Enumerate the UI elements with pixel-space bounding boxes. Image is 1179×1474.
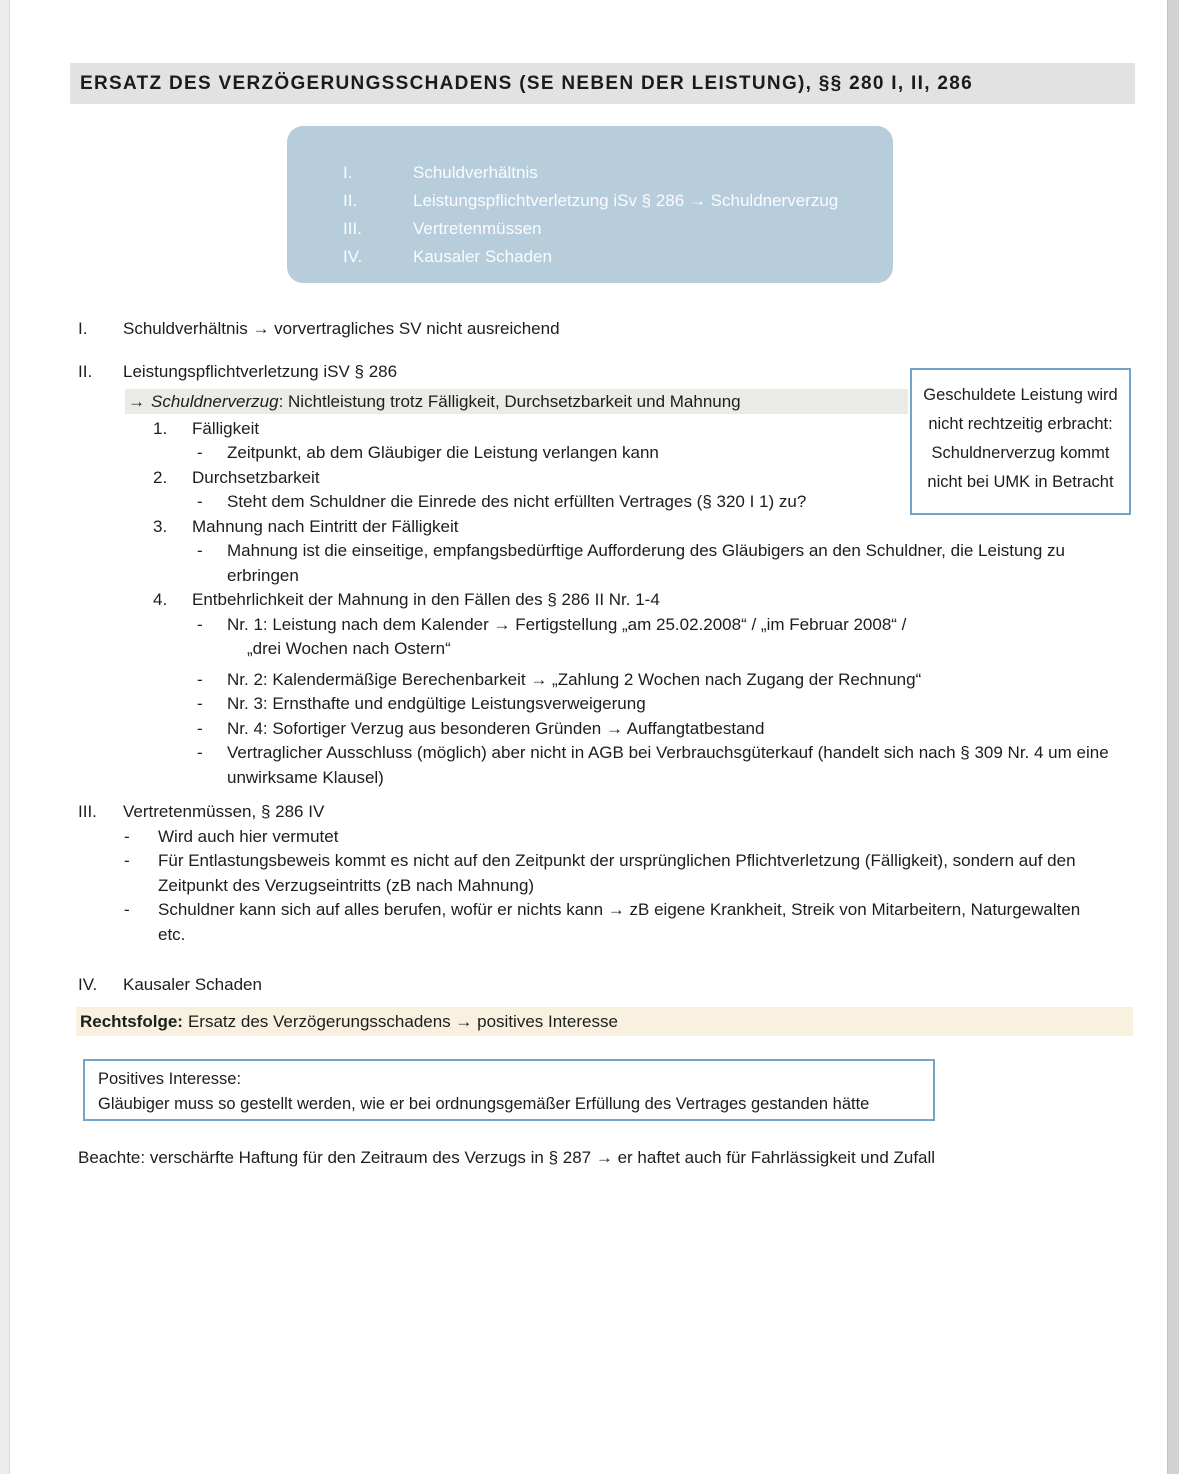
overview-numeral: II. — [343, 191, 358, 210]
item-number: 2. — [153, 467, 168, 487]
roman-numeral: IV. — [78, 975, 98, 994]
dash-bullet: - — [124, 851, 130, 870]
roman-numeral: I. — [78, 319, 88, 338]
dash-bullet: - — [197, 743, 203, 762]
dash-bullet: - — [197, 443, 203, 462]
section-heading-row — [0, 973, 1179, 998]
roman-numeral: II. — [78, 362, 93, 381]
section-text: Schuldverhältnis → vorvertragliches SV nicht ausreichend — [123, 319, 560, 338]
overview-label: Schuldverhältnis — [413, 163, 538, 182]
overview-box — [287, 126, 893, 283]
dash-bullet: - — [124, 826, 130, 846]
sub-item-text: Vertraglicher Ausschluss (möglich) aber nicht in AGB bei Verbrauchsgüterkauf (handelt sich nach § 309 Nr. 4 um eine unwirksame Klausel) — [227, 743, 1109, 787]
overview-item — [287, 159, 893, 187]
sub-item — [0, 849, 1179, 898]
roman-numeral: III. — [78, 802, 97, 821]
item-title: Durchsetzbarkeit — [192, 467, 320, 487]
overview-item — [287, 187, 893, 215]
sub-item — [0, 692, 1179, 717]
rechtsfolge-bar — [76, 1007, 1133, 1036]
section-heading-row — [0, 800, 1179, 825]
item-title: Mahnung nach Eintritt der Fälligkeit — [192, 516, 459, 536]
dash-bullet: - — [197, 541, 203, 560]
section-kausaler-schaden — [0, 973, 1179, 998]
overview-label: Kausaler Schaden — [413, 247, 552, 266]
page-title: ERSATZ DES VERZÖGERUNGSSCHADENS (SE NEBEN DER LEISTUNG), §§ 280 I, II, 286 — [80, 72, 973, 94]
side-note-line: nicht rechtzeitig erbracht: — [928, 415, 1113, 433]
overview-item — [287, 243, 893, 271]
sub-item-text: Nr. 4: Sofortiger Verzug aus besonderen Gründen → Auffangtatbestand — [227, 718, 765, 738]
numbered-item — [0, 588, 1179, 613]
section-heading: Leistungspflichtverletzung iSV § 286 — [123, 362, 398, 381]
overview-label: Vertretenmüssen — [413, 219, 542, 238]
dash-bullet: - — [124, 900, 130, 919]
overview-numeral: III. — [343, 219, 362, 238]
side-note-line: Schuldnerverzug kommt — [931, 444, 1110, 462]
positives-interesse-box — [83, 1059, 935, 1121]
dash-bullet: - — [197, 492, 203, 511]
sub-item-text: Nr. 1: Leistung nach dem Kalender → Fertigstellung „am 25.02.2008“ / „im Februar 2008“ / — [227, 614, 907, 634]
side-note-line: nicht bei UMK in Betracht — [927, 473, 1114, 491]
section-heading-row — [0, 317, 1179, 342]
positives-interesse-text: Gläubiger muss so gestellt werden, wie er bei ordnungsgemäßer Erfüllung des Vertrages gestanden hätte — [98, 1095, 870, 1113]
sub-item — [0, 825, 1179, 850]
sub-item — [0, 741, 1179, 790]
section-heading: Vertretenmüssen, § 286 IV — [123, 802, 325, 821]
sub-item-continuation: „drei Wochen nach Ostern“ — [247, 639, 451, 658]
section-vertretenmuessen — [0, 800, 1179, 947]
sub-item — [0, 668, 1179, 693]
numbered-item — [0, 515, 1179, 540]
item-number: 1. — [153, 418, 168, 438]
overview-item — [287, 215, 893, 243]
highlight-term: Schuldnerverzug — [151, 391, 279, 411]
dash-bullet: - — [197, 614, 203, 634]
item-number: 4. — [153, 590, 168, 609]
sub-item-text: Wird auch hier vermutet — [158, 826, 339, 846]
sub-item-text: Steht dem Schuldner die Einrede des nicht erfüllten Vertrages (§ 320 I 1) zu? — [227, 492, 807, 511]
page-title-bar — [70, 63, 1135, 104]
sub-item — [0, 717, 1179, 742]
sub-item — [0, 613, 1179, 638]
sub-item-text: Nr. 3: Ernsthafte und endgültige Leistungsverweigerung — [227, 694, 646, 713]
arrow-glyph: → — [128, 391, 145, 411]
highlight-rest: : Nichtleistung trotz Fälligkeit, Durchsetzbarkeit und Mahnung — [278, 391, 741, 411]
overview-numeral: IV. — [343, 247, 363, 266]
item-title: Fälligkeit — [192, 418, 260, 438]
rechtsfolge-label: Rechtsfolge: — [80, 1012, 183, 1031]
item-title: Entbehrlichkeit der Mahnung in den Fällen des § 286 II Nr. 1-4 — [192, 590, 660, 609]
item-number: 3. — [153, 516, 168, 536]
side-note-box — [910, 368, 1131, 515]
sub-item-text: Schuldner kann sich auf alles berufen, wofür er nichts kann → zB eigene Krankheit, Streik von Mitarbeitern, Naturgewalten etc. — [158, 900, 1081, 944]
sub-item-text: Nr. 2: Kalendermäßige Berechenbarkeit → „Zahlung 2 Wochen nach Zugang der Rechnung“ — [227, 669, 922, 689]
dash-bullet: - — [197, 669, 203, 689]
positives-interesse-title: Positives Interesse: — [98, 1070, 242, 1088]
schuldnerverzug-highlight — [125, 389, 908, 414]
section-schuldverhaeltnis — [0, 317, 1179, 342]
beachte-line: Beachte: verschärfte Haftung für den Zeitraum des Verzugs in § 287 → er haftet auch für Fahrlässigkeit und Zufall — [78, 1148, 936, 1167]
section-heading: Kausaler Schaden — [123, 975, 262, 994]
overview-numeral: I. — [343, 163, 353, 182]
rechtsfolge-text: Ersatz des Verzögerungsschadens → positives Interesse — [187, 1012, 618, 1031]
dash-bullet: - — [197, 718, 203, 738]
sub-item — [0, 898, 1179, 947]
side-note-line: Geschuldete Leistung wird — [923, 386, 1118, 404]
sub-item-text: Zeitpunkt, ab dem Gläubiger die Leistung verlangen kann — [227, 443, 659, 462]
dash-bullet: - — [197, 694, 203, 713]
overview-label: Leistungspflichtverletzung iSv § 286 → Schuldnerverzug — [413, 191, 839, 210]
sub-item-text: Für Entlastungsbeweis kommt es nicht auf den Zeitpunkt der ursprünglichen Pflichtverletzung (Fälligkeit), sondern auf den Zeitpunkt des Verzugseintritts (zB nach Mahnung) — [158, 851, 1076, 895]
sub-item-text: Mahnung ist die einseitige, empfangsbedürftige Aufforderung des Gläubigers an den Schuldner, die Leistung zu erbringen — [227, 541, 1065, 585]
sub-item — [0, 539, 1179, 588]
